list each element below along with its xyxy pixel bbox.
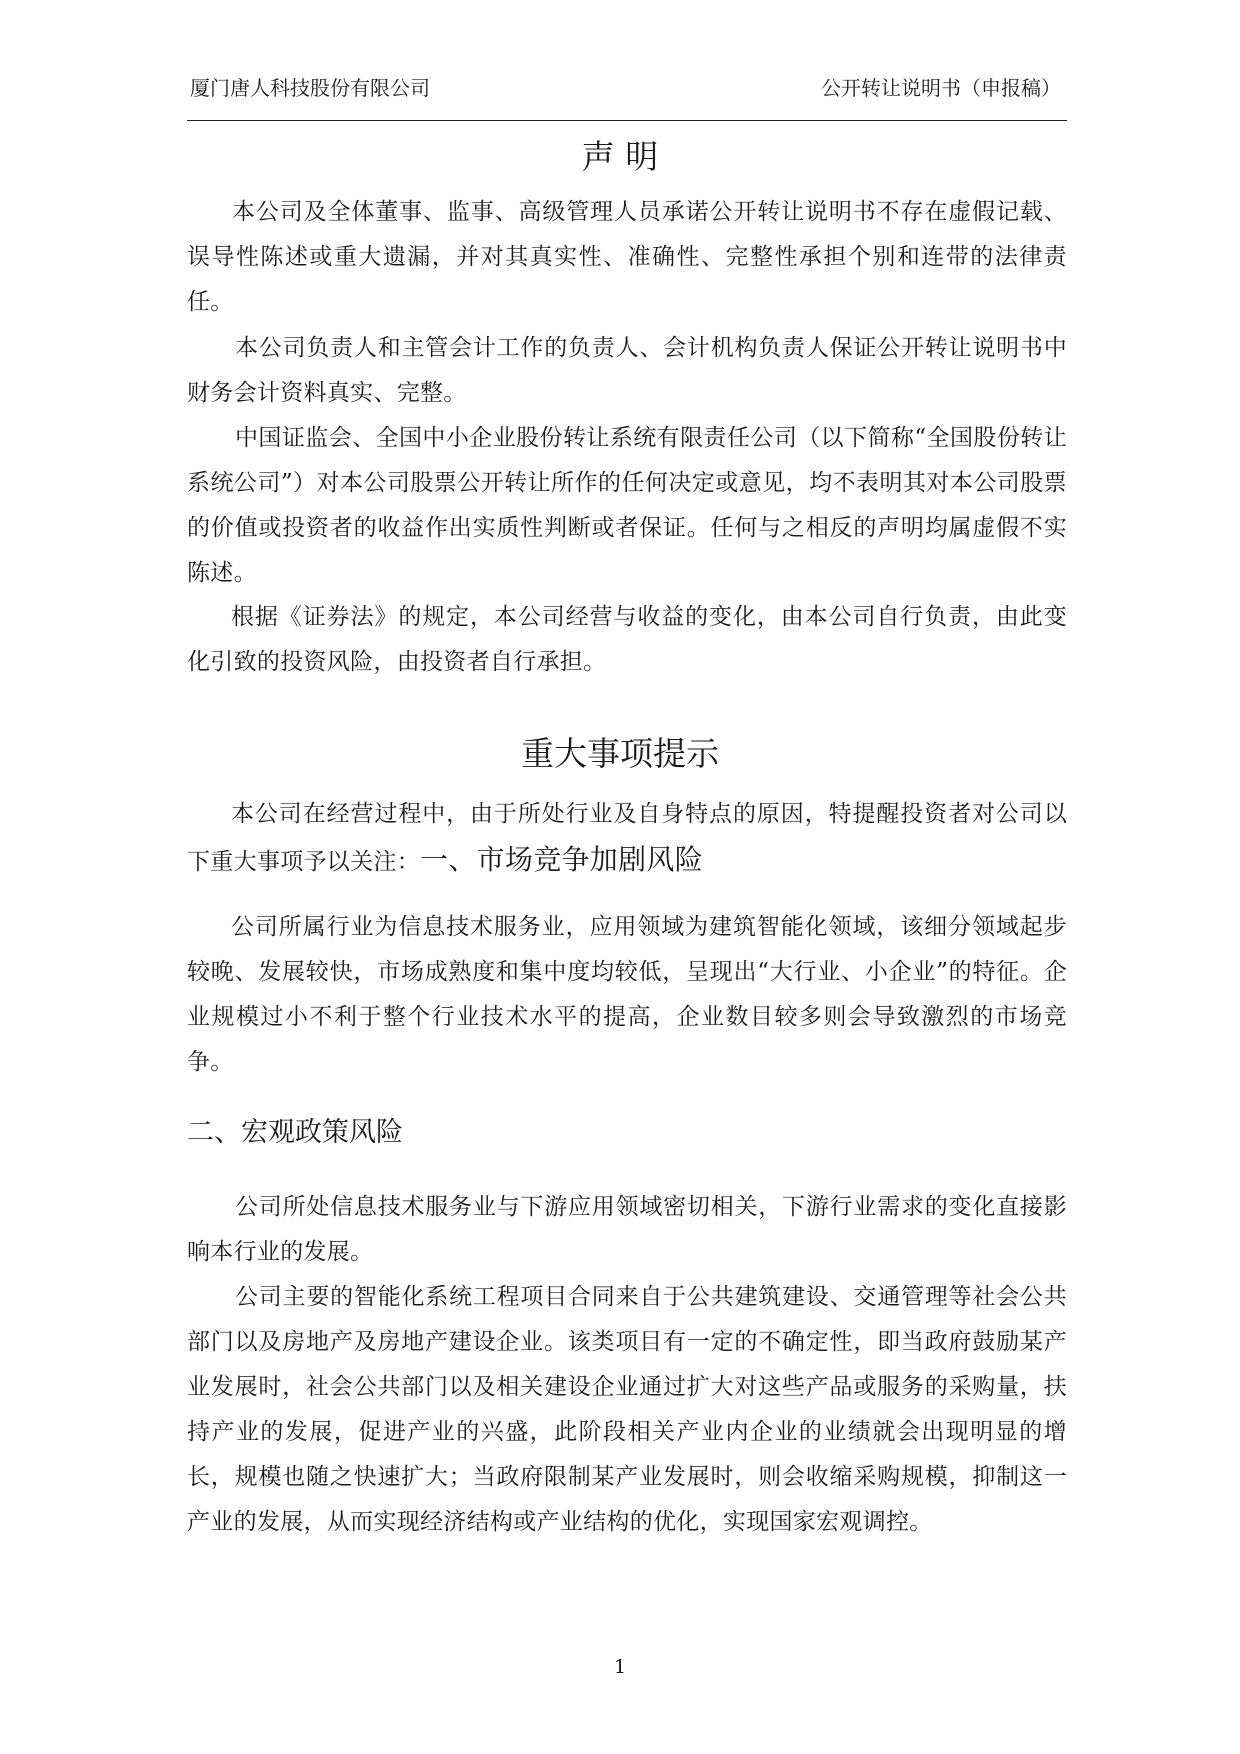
risk-2-paragraph-2: 公司主要的智能化系统工程项目合同来自于公共建筑建设、交通管理等社会公共部门以及房地产及房地产建设企业。该类项目有一定的不确定性，即当政府鼓励某产业发展时，社会公共部门以及相关建设企业通过扩大对这些产品或服务的采购量，扶持产业的发展，促进产业的兴盛，此阶段相关产业内企业的业绩就会出现明显的增长，规模也随之快速扩大；当政府限制某产业发展时，则会收缩采购规模，抑制这一产业的发展，从而实现经济结构或产业结构的优化，实现国家宏观调控。 (187, 1284, 1067, 1535)
risk-2-heading: 二、宏观政策风险 (187, 1117, 403, 1148)
risk-1-paragraph: 公司所属行业为信息技术服务业，应用领域为建筑智能化领域，该细分领域起步较晚、发展较快，市场成熟度和集中度均较低，呈现出“大行业、小企业”的特征。企业规模过小不利于整个行业技术水平的提高，企业数目较多则会导致激烈的市场竞争。 (187, 914, 1067, 1075)
risk-1-heading: 一、市场竞争加剧风险 (420, 843, 704, 876)
declaration-paragraph-3: 中国证监会、全国中小企业股份转让系统有限责任公司（以下简称“全国股份转让系统公司”）对本公司股票公开转让所作的任何决定或意见，均不表明其对本公司股票的价值或投资者的收益作出实质性判断或者保证。任何与之相反的声明均属虚假不实陈述。 (187, 425, 1067, 586)
risk-2-paragraph-1: 公司所处信息技术服务业与下游应用领域密切相关，下游行业需求的变化直接影响本行业的发展。 (187, 1194, 1067, 1265)
header-document-title: 公开转让说明书（申报稿） (821, 76, 1061, 100)
major-matters-title: 重大事项提示 (521, 734, 719, 773)
declaration-paragraph-1: 本公司及全体董事、监事、高级管理人员承诺公开转让说明书不存在虚假记载、误导性陈述或重大遗漏，并对其真实性、准确性、完整性承担个别和连带的法律责任。 (187, 199, 1067, 315)
header-company-name: 厦门唐人科技股份有限公司 (190, 76, 430, 100)
page-header (187, 74, 1067, 121)
page-number: 1 (613, 1656, 627, 1678)
major-matters-intro (187, 792, 1067, 885)
declaration-title: 声 明 (581, 137, 659, 176)
declaration-paragraph-2: 本公司负责人和主管会计工作的负责人、会计机构负责人保证公开转让说明书中财务会计资料真实、完整。 (187, 335, 1067, 406)
declaration-paragraph-4: 根据《证券法》的规定，本公司经营与收益的变化，由本公司自行负责，由此变化引致的投资风险，由投资者自行承担。 (187, 604, 1067, 675)
major-matters-intro-text: 本公司在经营过程中，由于所处行业及自身特点的原因，特提醒投资者对公司以下重大事项予以关注： (187, 801, 1067, 875)
